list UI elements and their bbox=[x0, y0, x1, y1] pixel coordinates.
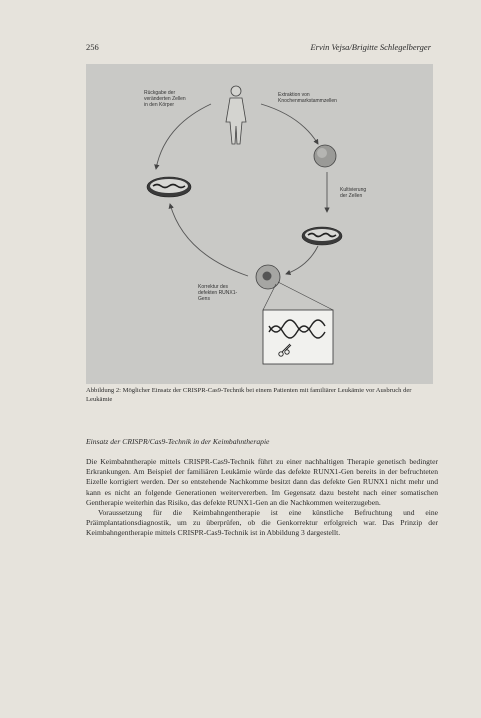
arrow-reinfusion bbox=[156, 104, 211, 169]
petri-dish-modified-icon bbox=[147, 177, 191, 197]
stem-cell-icon bbox=[314, 145, 336, 167]
paragraph: Voraussetzung für die Keimbahngentherapie ist eine künstliche Befruchtung und eine Präimplantationsdiagnostik, um zu überprüfen, ob die Genkorrektur erfolgreich war. Das Prinzip der Keimbahngentherapie mittels CRISPR-Cas9-Technik ist in Abbildung 3 dargestellt. bbox=[86, 508, 438, 538]
label-correction: Korrektur des defekten RUNX1- Gens bbox=[198, 284, 238, 302]
arrow-to-correction bbox=[286, 246, 318, 274]
dna-closeup-box bbox=[263, 310, 333, 364]
figure-caption: Abbildung 2: Möglicher Einsatz der CRISPR-Cas9-Technik bei einem Patienten mit familiärer Leukämie vor Ausbruch der Leukämie bbox=[86, 387, 412, 403]
label-culture: Kultivierung der Zellen bbox=[340, 187, 367, 199]
page-number: 256 bbox=[86, 42, 99, 52]
corrected-cell-icon bbox=[256, 265, 280, 289]
section-heading: Einsatz der CRISPR/Cas9-Technik in der Keimbahntherapie bbox=[86, 437, 270, 446]
label-reinfusion: Rückgabe der veränderten Zellen in den Körper bbox=[144, 90, 186, 108]
callout-line-right bbox=[278, 282, 333, 310]
arrow-back bbox=[170, 204, 248, 276]
human-figure-icon bbox=[226, 86, 246, 144]
arrow-extraction bbox=[261, 104, 318, 144]
petri-dish-culture-icon bbox=[302, 227, 342, 245]
figure-diagram bbox=[86, 64, 433, 384]
running-header: Ervin Vejsa/Brigitte Schlegelberger bbox=[310, 42, 431, 52]
label-extraction: Extraktion von Knochenmarkstammzellen bbox=[278, 92, 337, 104]
body-text bbox=[86, 457, 438, 539]
figure-crispr-cycle bbox=[86, 64, 433, 384]
paragraph: Die Keimbahntherapie mittels CRISPR-Cas9-Technik führt zu einer nachhaltigen Therapie genetisch bedingter Erkrankungen. Am Beispiel der familiären Leukämie würde das defekte RUNX1-Gen bereits in der befruchteten Eizelle korrigiert werden. Der so entstehende Nachkomme besitzt dann das defekte Gen RUNX1 nicht mehr und kann es nicht an folgende Generationen weitervererben. Im Gegensatz dazu besteht nach einer somatischen Gentherapie weiterhin das Risiko, das defekte RUNX1-Gen an die Nachkommen weiterzugeben. bbox=[86, 457, 438, 507]
